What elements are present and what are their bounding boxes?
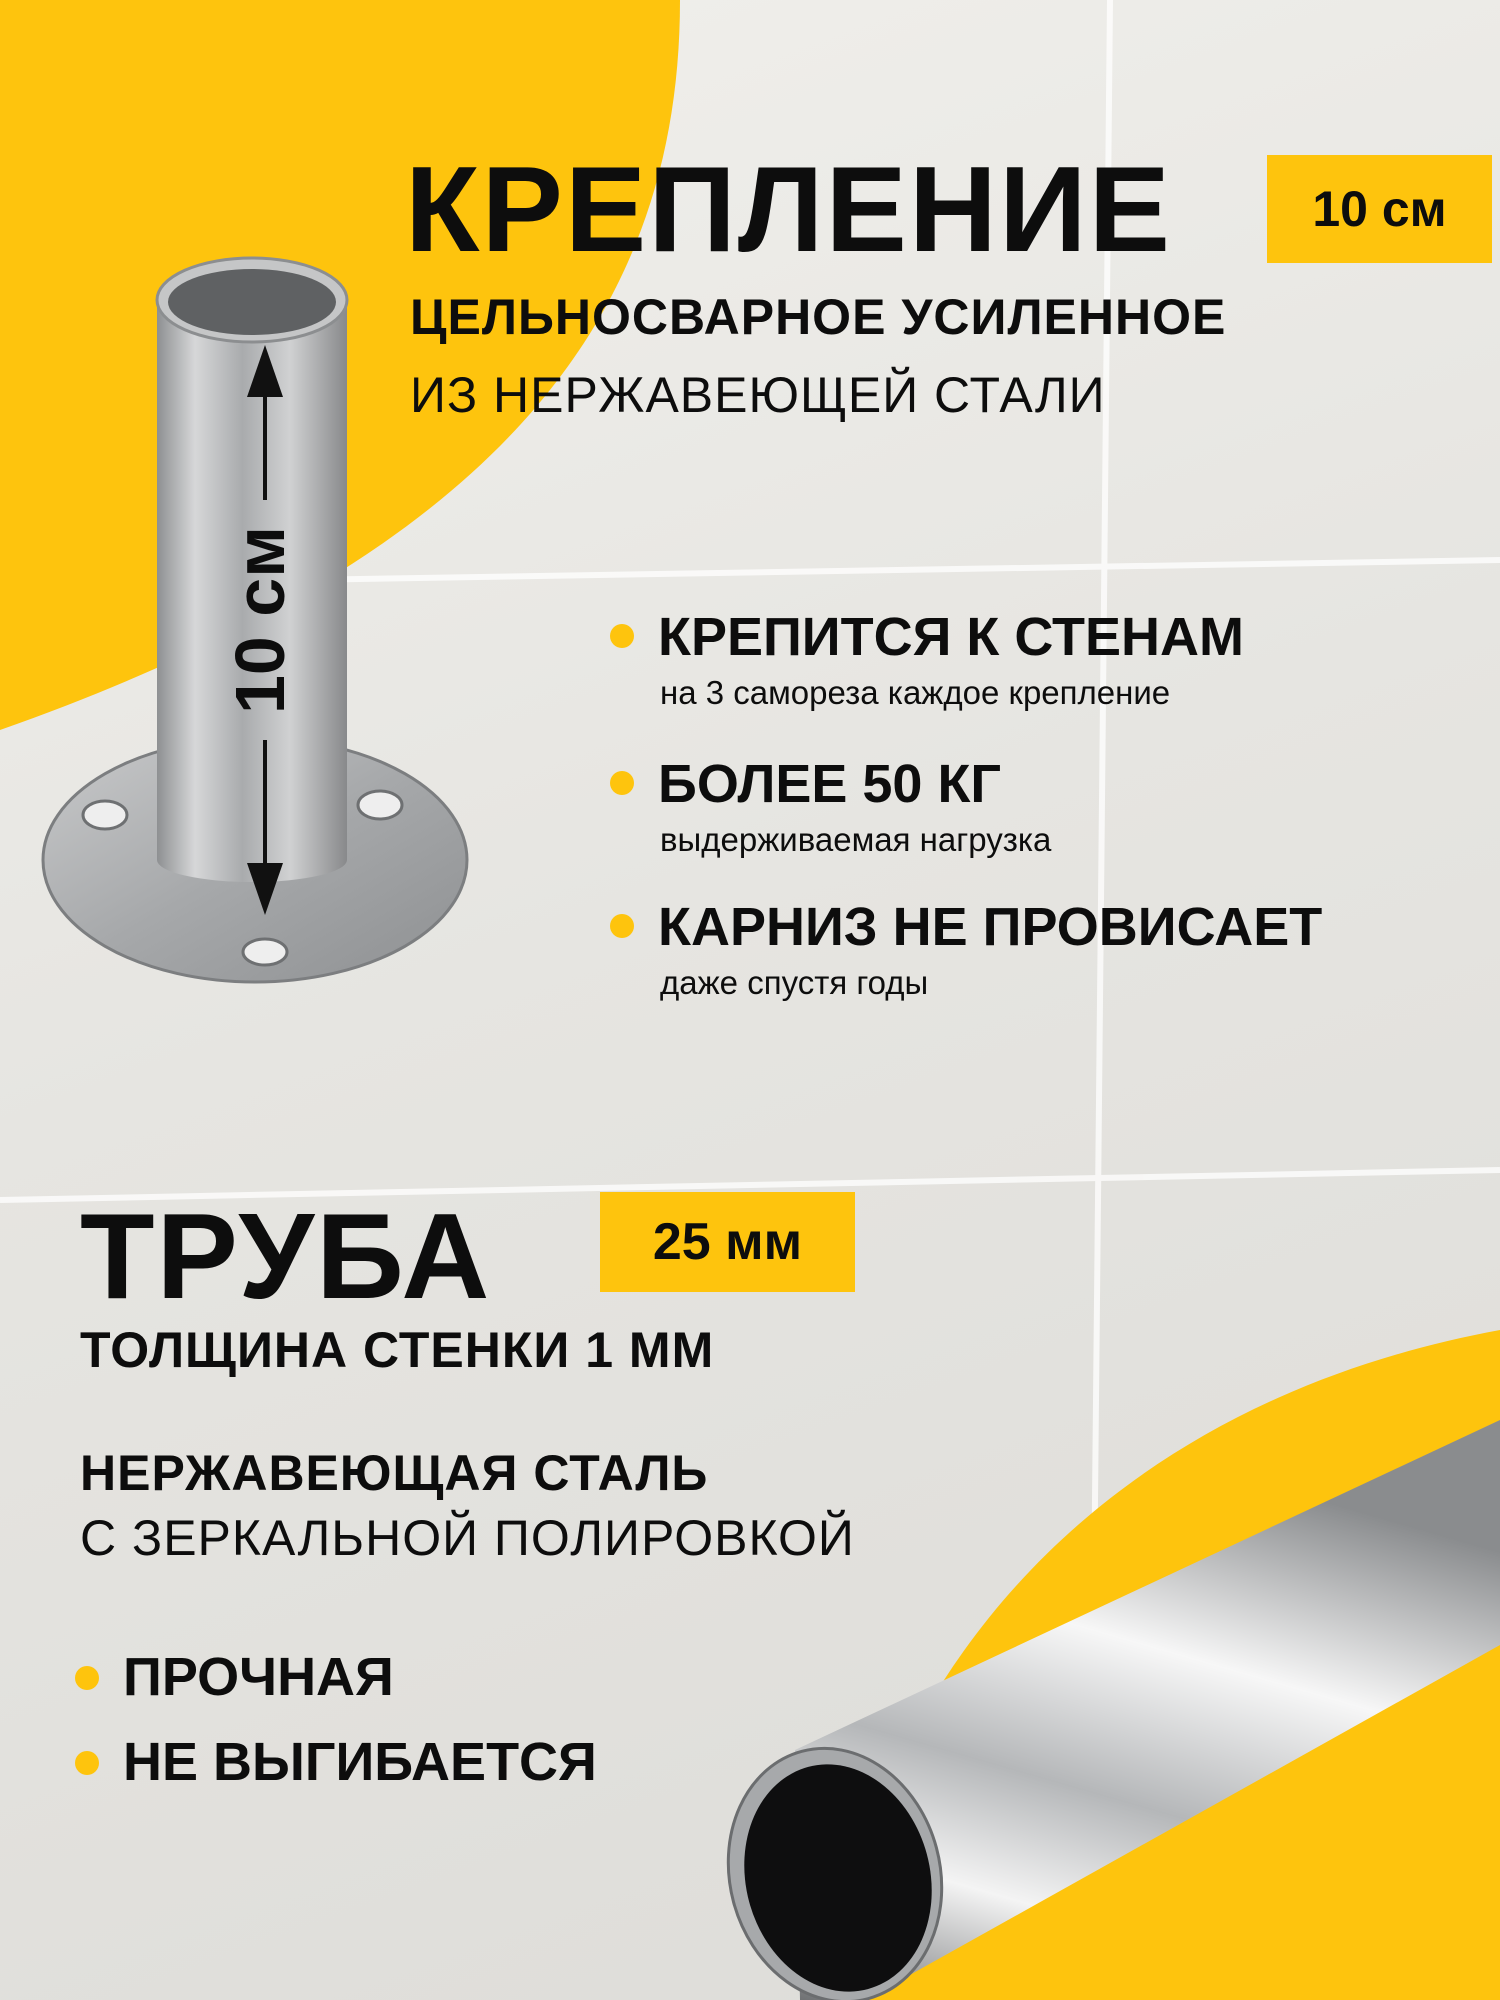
pipe-wall-thickness: ТОЛЩИНА СТЕНКИ 1 ММ [80, 1322, 715, 1378]
pipe-bullet-text: НЕ ВЫГИБАЕТСЯ [123, 1732, 597, 1792]
mount-subtitle-regular: ИЗ НЕРЖАВЕЮЩЕЙ СТАЛИ [410, 367, 1106, 423]
bullet-dot [75, 1666, 99, 1690]
hole-bottom [243, 939, 287, 965]
feature-desc: на 3 самореза каждое крепление [660, 674, 1171, 711]
hole-left [83, 801, 127, 829]
bullet-dot [75, 1751, 99, 1775]
tube-opening [168, 269, 336, 335]
feature-title: КРЕПИТСЯ К СТЕНАМ [658, 607, 1245, 667]
bullet-dot [610, 771, 634, 795]
bullet-dot [610, 624, 634, 648]
arrow-down-head [247, 863, 283, 915]
mount-subtitle-bold: ЦЕЛЬНОСВАРНОЕ УСИЛЕННОЕ [410, 289, 1227, 345]
pipe-size-badge: 25 мм [600, 1192, 855, 1292]
hole-right [358, 791, 402, 819]
pipe-title: ТРУБА [80, 1188, 492, 1324]
pipe-material-regular: С ЗЕРКАЛЬНОЙ ПОЛИРОВКОЙ [80, 1510, 855, 1566]
feature-title: БОЛЕЕ 50 КГ [658, 754, 1002, 814]
feature-desc: выдерживаемая нагрузка [660, 821, 1052, 858]
feature-desc: даже спустя годы [660, 964, 929, 1001]
arrow-up-head [247, 345, 283, 397]
pipe-bullet-text: ПРОЧНАЯ [123, 1647, 394, 1707]
feature-title: КАРНИЗ НЕ ПРОВИСАЕТ [658, 897, 1323, 957]
mount-size-badge: 10 см [1267, 155, 1492, 263]
pipe-image [700, 1410, 1500, 2000]
pipe-material-bold: НЕРЖАВЕЮЩАЯ СТАЛЬ [80, 1445, 709, 1501]
mount-title: КРЕПЛЕНИЕ [405, 141, 1173, 277]
dimension-label: 10 см [221, 525, 299, 715]
bullet-dot [610, 914, 634, 938]
